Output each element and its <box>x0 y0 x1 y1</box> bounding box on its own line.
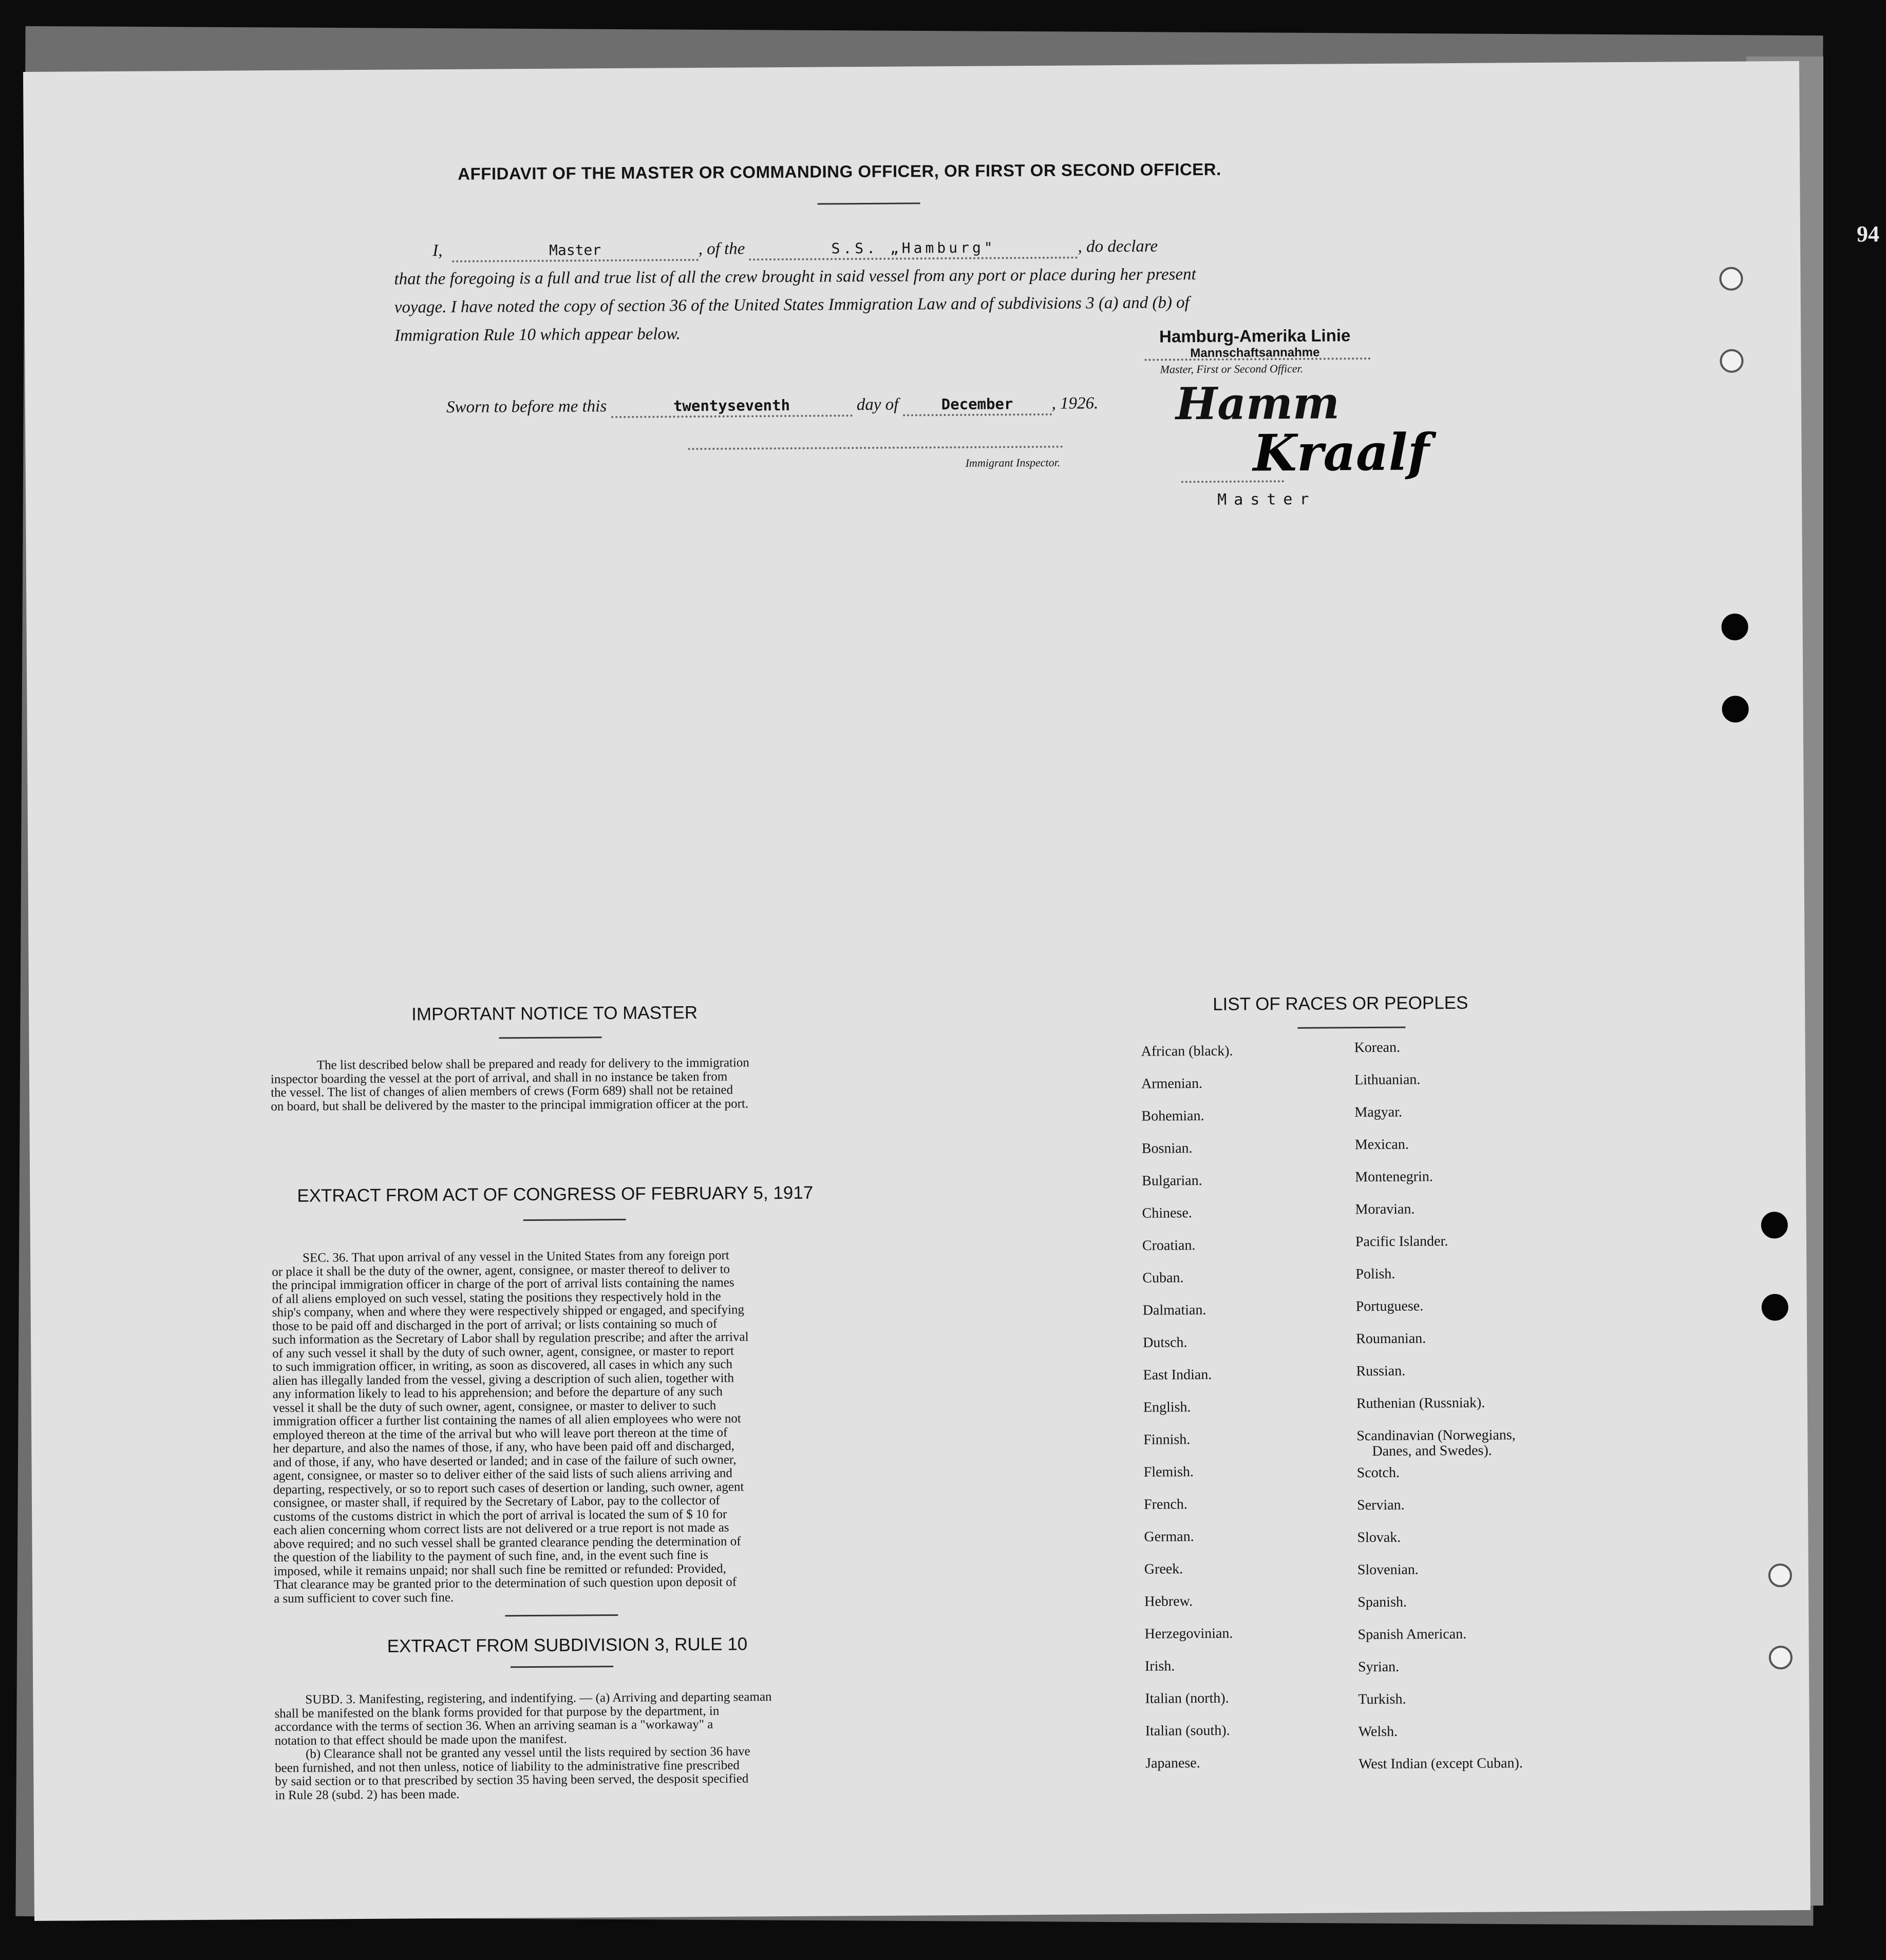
affidavit-title: AFFIDAVIT OF THE MASTER OR COMMANDING OFFICER, OR FIRST OR SECOND OFFICER. <box>458 159 1221 183</box>
act-line: SEC. 36. That upon arrival of any vessel in the United States from any foreign port <box>303 1248 729 1265</box>
race-item: Slovenian. <box>1357 1561 1419 1578</box>
punch-hole <box>1761 1212 1788 1238</box>
act-line: of all aliens employed on such vessel, stating the positions they respectively hold in the <box>272 1289 721 1306</box>
race-item: Dutsch. <box>1143 1334 1187 1351</box>
race-item-continued: Danes, and Swedes). <box>1372 1442 1492 1460</box>
signature-master: Kraalf <box>1253 423 1430 483</box>
notice-line: the vessel. The list of changes of alien members of crews (Form 689) shall not be retained <box>271 1083 733 1100</box>
act-line: immigration officer a further list containing the names of all alien employees who were not <box>272 1411 741 1429</box>
race-item: Korean. <box>1354 1039 1401 1056</box>
act-line: ship's company, when and where they were respectively shipped or engaged, and specifying <box>272 1303 745 1320</box>
act-line: the question of the liability to the payment of such fine, and, in the event such fine is <box>273 1548 709 1565</box>
notice-rule <box>499 1036 601 1039</box>
punch-hole <box>1762 1294 1788 1321</box>
race-item: Scandinavian (Norwegians, <box>1356 1427 1516 1444</box>
race-item: Slovak. <box>1357 1529 1401 1546</box>
notice-line: The list described below shall be prepared and ready for delivery to the immigration <box>316 1056 749 1072</box>
sworn-line <box>446 394 1099 419</box>
affidavit-line3: voyage. I have noted the copy of section 36 of the United States Immigration Law and of subdivisions 3 (a) and (b) of <box>394 293 1190 317</box>
race-item: Spanish. <box>1357 1594 1407 1611</box>
stamp-line2: Mannschaftsannahme <box>1190 345 1320 361</box>
act-line: any information likely to lead to his apprehension; and before the departure of any such <box>272 1384 723 1402</box>
race-item: Bosnian. <box>1141 1140 1193 1157</box>
race-item: French. <box>1143 1496 1187 1513</box>
race-item: Mexican. <box>1354 1136 1409 1153</box>
title-rule <box>818 202 920 204</box>
punch-hole <box>1768 1563 1792 1587</box>
rule-line: by said section or to that prescribed by section 35 having been served, the desposit specified <box>275 1771 749 1789</box>
race-item: Syrian. <box>1357 1659 1400 1675</box>
race-item: English. <box>1143 1399 1191 1416</box>
act-line: customs of the customs district in which the port of arrival is located the sum of $ 10 for <box>273 1507 727 1524</box>
rule-line: (b) Clearance shall not be granted any vessel until the lists required by section 36 have <box>305 1744 750 1761</box>
rule-line: shall be manifested on the blank forms provided for that purpose by the department, in <box>274 1704 720 1721</box>
race-item: Magyar. <box>1354 1104 1403 1121</box>
rule-line: SUBD. 3. Manifesting, registering, and indentifying. — (a) Arriving and departing seaman <box>305 1690 772 1707</box>
signature-officer: Hamm <box>1175 377 1340 430</box>
race-item: Greek. <box>1144 1561 1183 1577</box>
race-item: Hebrew. <box>1144 1593 1193 1610</box>
extract-rule-title: EXTRACT FROM SUBDIVISION 3, RULE 10 <box>387 1634 748 1656</box>
act-line: to such immigration officer, in writing, as soon as discovered, all cases in which any such <box>272 1357 733 1374</box>
race-item: West Indian (except Cuban). <box>1359 1755 1523 1773</box>
race-item: Cuban. <box>1142 1270 1184 1286</box>
rule-line: notation to that effect should be made upon the manifest. <box>274 1732 567 1748</box>
race-item: Bulgarian. <box>1142 1173 1202 1189</box>
race-item: Moravian. <box>1355 1201 1415 1218</box>
master-typed: Master <box>549 241 601 259</box>
inspector-signature-line <box>688 446 1063 450</box>
line1-prefix: I, <box>432 241 443 260</box>
race-item: Flemish. <box>1143 1464 1194 1480</box>
extract-act-body <box>272 1248 875 1606</box>
race-item: Chinese. <box>1142 1205 1192 1221</box>
day-blank <box>611 395 852 418</box>
punch-hole <box>1769 1646 1793 1669</box>
master-blank <box>452 240 699 262</box>
rule-line: been furnished, and not then unless, notice of liability to the administrative fine prescribed <box>275 1758 740 1775</box>
day-of: day of <box>856 395 899 414</box>
of-the: , of the <box>698 239 745 258</box>
race-item: Turkish. <box>1358 1691 1406 1708</box>
rule-line: accordance with the terms of section 36. When an arriving seaman is a "workaway" a <box>274 1717 713 1735</box>
extract-rule-body <box>274 1690 876 1802</box>
month-blank <box>902 394 1051 417</box>
race-item: Dalmatian. <box>1142 1302 1206 1318</box>
form-page <box>23 61 1810 1921</box>
race-item: Irish. <box>1144 1658 1175 1674</box>
sworn-day: twentyseventh <box>673 396 790 415</box>
extract-rule-rule <box>511 1666 613 1668</box>
stamp-line1: Hamburg-Amerika Linie <box>1159 326 1351 346</box>
race-item: Roumanian. <box>1356 1330 1426 1347</box>
race-item: Portuguese. <box>1355 1298 1424 1315</box>
punch-hole <box>1722 696 1748 723</box>
rule-line: in Rule 28 (subd. 2) has been made. <box>275 1787 460 1802</box>
race-item: Italian (south). <box>1145 1722 1230 1739</box>
notice-title: IMPORTANT NOTICE TO MASTER <box>411 1003 698 1025</box>
race-item: Lithuanian. <box>1354 1071 1421 1088</box>
punch-hole <box>1719 267 1743 291</box>
act-line: departing, respectively, or so to report such cases of desertion or landing, such owner, agent <box>273 1479 744 1497</box>
notice-line: inspector boarding the vessel at the port of arrival, and shall in no instance be taken from <box>270 1069 728 1086</box>
punch-hole <box>1722 614 1748 640</box>
act-line: alien has illegally landed from the vessel, giving a description of such alien, together with <box>272 1371 734 1388</box>
race-item: Bohemian. <box>1141 1107 1204 1124</box>
races-rule <box>1297 1027 1405 1029</box>
act-line: consignee, or master shall, if required by the Secretary of Labor, pay to the collector of <box>273 1493 720 1511</box>
races-left-column <box>1141 1042 1336 1771</box>
act-line: her departure, and also the names of those, if any, who have been paid off and discharged, <box>273 1439 734 1456</box>
race-item: Scotch. <box>1356 1464 1400 1481</box>
page-number: 94 <box>1857 221 1879 247</box>
sworn-prefix: Sworn to before me this <box>446 397 607 417</box>
race-item: Croatian. <box>1142 1237 1196 1254</box>
act-line: vessel it shall be the duty of such owner, agent, consignee, or master to deliver to such <box>272 1398 716 1415</box>
ship-blank <box>749 237 1078 260</box>
race-item: Armenian. <box>1141 1076 1203 1092</box>
race-item: Montenegrin. <box>1355 1169 1433 1185</box>
race-item: Herzegovinian. <box>1144 1625 1233 1642</box>
affidavit-line1 <box>432 237 1158 263</box>
master-caption: Master <box>1217 490 1316 509</box>
races-title: LIST OF RACES OR PEOPLES <box>1213 992 1468 1014</box>
race-item: Italian (north). <box>1145 1690 1229 1707</box>
race-item: Welsh. <box>1358 1723 1398 1740</box>
race-item: Japanese. <box>1145 1755 1200 1771</box>
company-stamp <box>1134 326 1375 361</box>
act-line: of any such vessel it shall by the duty of such owner, agent, consignee, or master to report <box>272 1344 734 1361</box>
notice-body <box>271 1056 872 1114</box>
race-item: German. <box>1144 1529 1194 1545</box>
act-line: such information as the Secretary of Labor shall by regulation prescribe; and after the arrival <box>272 1330 749 1347</box>
officer-caption: Master, First or Second Officer. <box>1160 362 1304 376</box>
do-declare: , do declare <box>1078 237 1158 256</box>
act-line: or place it shall be the duty of the owner, agent, consignee, or master thereof to deliver to <box>272 1262 730 1279</box>
race-item: Polish. <box>1355 1266 1395 1283</box>
act-line: above required; and no such vessel shall be granted clearance pending the determination of <box>273 1534 741 1551</box>
extract-act-rule <box>523 1219 626 1221</box>
race-item: Pacific Islander. <box>1355 1233 1448 1250</box>
notice-line: on board, but shall be delivered by the master to the principal immigration officer at the port. <box>271 1096 749 1114</box>
act-line: agent, consignee, or master so to deliver either of the said lists of such aliens arriving and <box>273 1466 732 1483</box>
act-line: the principal immigration officer in charge of the port of arrival lists containing the names <box>272 1275 734 1293</box>
act-line: those to be paid off and discharged in the port of arrival; or lists containing so much of <box>272 1316 718 1333</box>
sworn-month: December <box>941 395 1013 413</box>
act-line: That clearance may be granted prior to the determination of such question upon deposit of <box>273 1575 737 1592</box>
extract-act-end-rule <box>505 1614 618 1616</box>
act-line: each alien concerning whom correct lists are not delivered or a true report is not made as <box>273 1520 729 1538</box>
sworn-year: , 1926. <box>1051 394 1099 413</box>
race-item: Spanish American. <box>1357 1626 1467 1643</box>
extract-act-title: EXTRACT FROM ACT OF CONGRESS OF FEBRUARY 5, 1917 <box>297 1182 814 1206</box>
race-item: African (black). <box>1141 1043 1233 1060</box>
affidavit-line4: Immigration Rule 10 which appear below. <box>394 325 681 345</box>
act-line: employed thereon at the time of the arrival but who will leave port thereon at the time of <box>273 1425 728 1442</box>
inspector-caption: Immigrant Inspector. <box>965 456 1061 469</box>
punch-hole <box>1720 349 1743 373</box>
race-item: East Indian. <box>1143 1366 1212 1383</box>
race-item: Ruthenian (Russniak). <box>1356 1394 1485 1412</box>
races-right-column <box>1354 1038 1642 1773</box>
ship-name-typed: S.S. „Hamburg" <box>831 239 996 257</box>
race-item: Servian. <box>1357 1497 1405 1514</box>
race-item: Russian. <box>1356 1363 1406 1380</box>
race-item: Finnish. <box>1143 1431 1191 1448</box>
act-line: imposed, while it remains unpaid; nor shall such fine be remitted or refunded: Provided, <box>273 1561 726 1578</box>
act-line: a sum sufficient to cover such fine. <box>274 1590 454 1606</box>
affidavit-line2: that the foregoing is a full and true list of all the crew brought in said vessel from any port or place during her present <box>394 265 1196 289</box>
act-line: and of those, if any, who have deserted or landed; and in case of the failure of such owner, <box>273 1453 737 1469</box>
